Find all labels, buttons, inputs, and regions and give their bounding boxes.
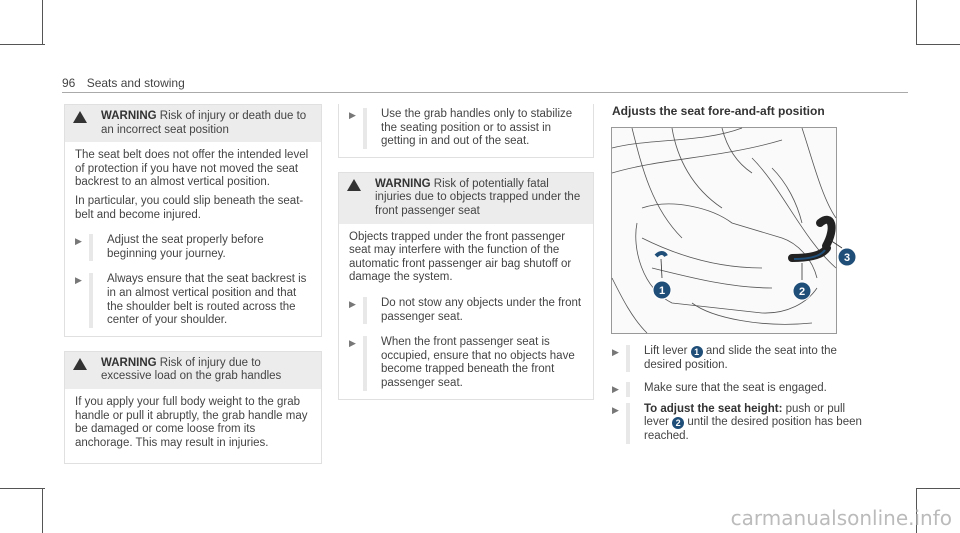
svg-text:2: 2 — [798, 286, 806, 298]
warning-title: Risk of injury due to excessive load on the grab handles — [101, 356, 282, 383]
crop-mark — [42, 0, 43, 45]
warning-box-trapped-objects — [338, 172, 594, 400]
instruction-step — [349, 297, 583, 324]
warning-triangle-icon — [347, 179, 361, 191]
crop-mark — [0, 44, 45, 45]
warning-paragraph: If you apply your full body weight to the grab handle or pull it abruptly, the grab handle may be damaged or come loose from its anchorage. This may result in injuries. — [75, 395, 308, 449]
callout-3 — [838, 248, 856, 266]
callout-badge: 1 — [691, 346, 703, 358]
instruction-step — [349, 336, 583, 390]
warning-paragraph: In particular, you could slip beneath the seat-belt and become injured. — [75, 194, 304, 221]
crop-mark — [916, 0, 917, 45]
warning-header — [65, 105, 321, 142]
step-arrow-icon: ▶ — [349, 110, 356, 120]
instruction-step — [75, 234, 311, 261]
svg-text:1: 1 — [658, 285, 666, 297]
instruction-step — [75, 273, 311, 327]
step-arrow-icon: ▶ — [75, 236, 82, 247]
step-arrow-icon: ▶ — [612, 404, 619, 415]
crop-mark — [0, 488, 45, 489]
warning-header — [339, 173, 593, 224]
seat-drawing — [612, 128, 851, 333]
callout-badge: 2 — [672, 417, 684, 429]
instruction-step — [612, 345, 862, 372]
step-text: Adjust the seat properly before beginning your journey. — [89, 234, 311, 261]
adjust-steps — [612, 345, 862, 450]
warning-triangle-icon — [73, 111, 87, 123]
step-arrow-icon: ▶ — [75, 275, 82, 286]
warning-title: Risk of potentially fatal injuries due to objects trapped under the front passenger seat — [375, 177, 581, 217]
section-name: Seats and stowing — [86, 76, 185, 90]
warning-title: Risk of injury or death due to an incorrect seat position — [101, 110, 307, 136]
header-rule — [62, 92, 908, 93]
instruction-step — [612, 382, 862, 397]
warning-header — [65, 352, 321, 389]
crop-mark — [42, 488, 43, 533]
section-title: Adjusts the seat fore-and-aft position — [612, 104, 825, 118]
instruction-step — [339, 104, 593, 157]
middle-column — [338, 104, 594, 400]
step-arrow-icon: ▶ — [612, 347, 619, 357]
instruction-step — [612, 403, 862, 444]
step-arrow-icon: ▶ — [612, 384, 619, 395]
step-arrow-icon: ▶ — [349, 338, 356, 349]
callout-1 — [653, 281, 671, 299]
step-text: Use the grab handles only to stabilize the seating position or to assist in getting in and out of the seat. — [363, 108, 583, 149]
warning-paragraph: Objects trapped under the front passenger seat may interfere with the function of the automatic front passenger air bag shutoff or damage the system. — [349, 230, 572, 284]
instruction-box — [338, 104, 594, 158]
crop-mark — [916, 488, 960, 489]
warning-paragraph: The seat belt does not offer the intended level of protection if you have not moved the seat backrest to an almost vertical position. — [75, 149, 309, 189]
warning-label: WARNING — [101, 110, 157, 122]
step-arrow-icon: ▶ — [349, 298, 356, 309]
step-text: Make sure that the seat is engaged. — [626, 382, 827, 397]
page-header — [62, 76, 185, 90]
step-text: Lift lever 1 and slide the seat into the desired position. — [626, 345, 862, 372]
crop-mark — [916, 44, 960, 45]
warning-box-seat-position — [64, 104, 322, 337]
step-text: When the front passenger seat is occupied, ensure that no objects have become trapped beneath the front passenger seat. — [363, 336, 583, 390]
watermark: carmanualsonline.info — [730, 506, 952, 530]
step-text: Always ensure that the seat backrest is in an almost vertical position and that the shoulder belt is routed across the center of your shoulder. — [89, 273, 311, 327]
page-number: 96 — [62, 76, 76, 90]
left-column — [64, 104, 322, 464]
warning-label: WARNING — [375, 177, 431, 190]
warning-label: WARNING — [101, 356, 157, 369]
warning-triangle-icon — [73, 358, 87, 370]
callout-2 — [793, 282, 811, 300]
svg-text:3: 3 — [843, 252, 851, 264]
step-text: To adjust the seat height: push or pull lever 2 until the desired position has been reached. — [626, 403, 862, 444]
seat-illustration — [611, 127, 851, 334]
step-text: Do not stow any objects under the front passenger seat. — [363, 297, 583, 324]
warning-box-grab-handles — [64, 351, 322, 465]
